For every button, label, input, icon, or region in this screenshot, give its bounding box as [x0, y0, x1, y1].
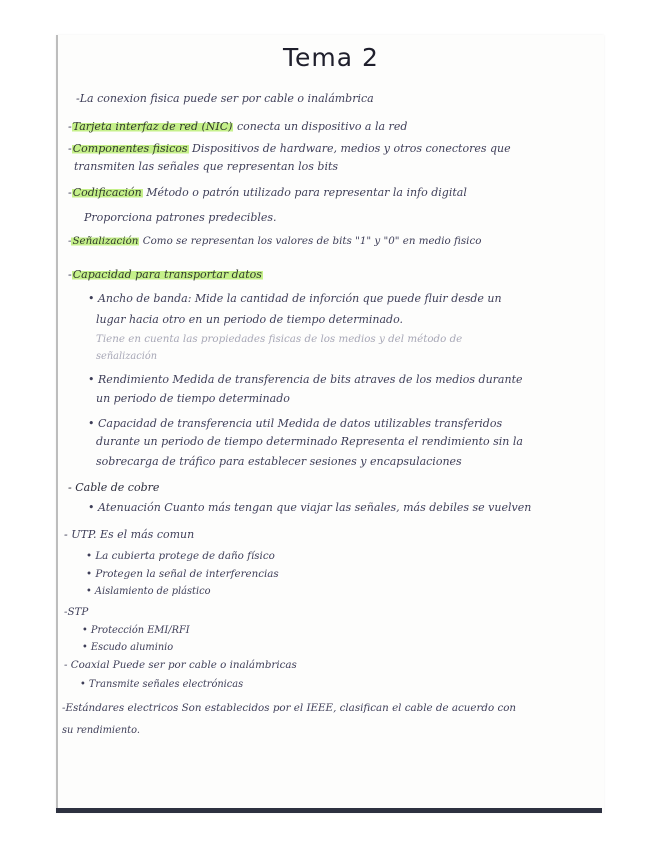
tarjeta-dash: -	[68, 120, 72, 133]
ancho-banda-line-2: lugar hacia otro en un periodo de tiempo determinado.	[96, 313, 404, 326]
tarjeta-term-highlight: Tarjeta interfaz de red (NIC)	[72, 120, 233, 133]
componentes-dash: -	[68, 142, 72, 155]
capacidad-heading	[68, 268, 263, 282]
stp-bullet-2: • Escudo aluminio	[82, 642, 174, 653]
capacidad-util-line-1: • Capacidad de transferencia util Medida de datos utilizables transferidos	[88, 417, 503, 430]
page-title: Tema 2	[283, 43, 379, 72]
componentes-line	[68, 142, 511, 156]
tarjeta-line	[68, 120, 407, 134]
codificacion-line	[68, 186, 467, 200]
tarjeta-definition: conecta un dispositivo a la red	[233, 120, 408, 133]
page-bottom-edge	[56, 808, 602, 813]
ancho-banda-note-2: señalización	[96, 351, 158, 362]
componentes-line-2: transmiten las señales que representan los bits	[74, 160, 339, 173]
stp-bullet-1: • Protección EMI/RFI	[82, 625, 190, 636]
codificacion-definition: Método o patrón utilizado para representar la info digital	[142, 186, 467, 199]
stp-heading: -STP	[64, 606, 89, 618]
capacidad-util-line-2: durante un periodo de tiempo determinado Representa el rendimiento sin la	[96, 435, 523, 448]
ancho-banda-line-1: • Ancho de banda: Mide la cantidad de inforción que puede fluir desde un	[88, 292, 502, 305]
senalizacion-dash: -	[68, 235, 72, 247]
senalizacion-line	[68, 234, 481, 248]
ancho-banda-note-1: Tiene en cuenta las propiedades fisicas de los medios y del método de	[96, 333, 463, 345]
coaxial-line: - Coaxial Puede ser por cable o inalámbricas	[64, 659, 297, 671]
componentes-term-highlight: Componentes fisicos	[72, 142, 188, 155]
utp-heading: - UTP. Es el más comun	[64, 528, 195, 541]
cable-cobre-heading: - Cable de cobre	[68, 481, 160, 494]
capacidad-util-line-3: sobrecarga de tráfico para establecer sesiones y encapsulaciones	[96, 455, 462, 468]
capacidad-dash: -	[68, 268, 72, 281]
notebook-page	[56, 35, 604, 813]
estandares-line-2: su rendimiento.	[62, 725, 140, 736]
senalizacion-definition: Como se representan los valores de bits "1" y "0" en medio fisico	[139, 235, 482, 247]
atenuacion-line: • Atenuación Cuanto más tengan que viajar las señales, más debiles se vuelven	[88, 501, 532, 514]
codificacion-dash: -	[68, 186, 72, 199]
utp-bullet-2: • Protegen la señal de interferencias	[86, 568, 279, 580]
utp-bullet-3: • Aislamiento de plástico	[86, 586, 211, 597]
codificacion-line-2: Proporciona patrones predecibles.	[84, 211, 277, 224]
componentes-definition: Dispositivos de hardware, medios y otros conectores que	[188, 142, 511, 155]
rendimiento-line-1: • Rendimiento Medida de transferencia de bits atraves de los medios durante	[88, 373, 523, 386]
codificacion-term-highlight: Codificación	[72, 186, 142, 199]
senalizacion-term-highlight: Señalización	[72, 235, 139, 247]
coaxial-bullet-1: • Transmite señales electrónicas	[80, 679, 244, 690]
conexion-line: -La conexion fisica puede ser por cable o inalámbrica	[76, 92, 374, 105]
capacidad-term-highlight: Capacidad para transportar datos	[72, 268, 262, 281]
rendimiento-line-2: un periodo de tiempo determinado	[96, 392, 290, 405]
utp-bullet-1: • La cubierta protege de daño físico	[86, 550, 275, 562]
estandares-line-1: -Estándares electricos Son establecidos por el IEEE, clasifican el cable de acuerdo con	[62, 702, 517, 714]
